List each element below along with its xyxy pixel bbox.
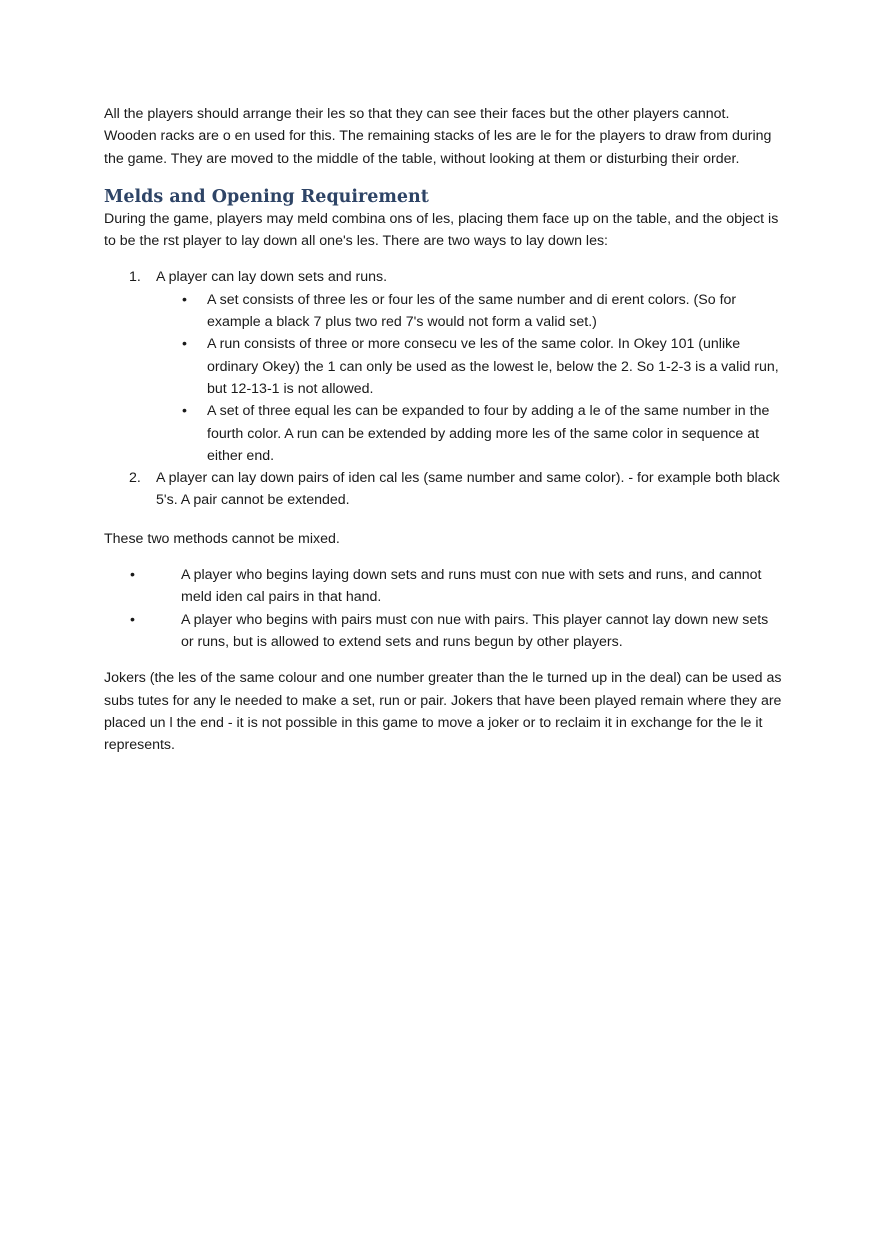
rule-text: A player who begins laying down sets and runs must con nue with sets and runs, and cannot meld iden cal pairs in that hand. xyxy=(181,567,762,606)
rule-text: A player who begins with pairs must con nue with pairs. This player cannot lay down new sets or runs, but is allowed to extend sets and runs begun by other players. xyxy=(181,611,769,650)
way-text: A player can lay down sets and runs. xyxy=(156,269,388,286)
way-1-bullets xyxy=(156,289,784,467)
rules-list xyxy=(104,564,784,653)
not-mixed-paragraph: These two methods cannot be mixed. xyxy=(104,530,340,547)
list-item xyxy=(104,564,784,609)
list-item xyxy=(156,289,784,334)
bullet-icon: • xyxy=(182,403,187,420)
way-item-2 xyxy=(104,467,784,512)
jokers-paragraph: Jokers (the les of the same colour and one number greater than the le turned up in the deal) can be used as subs tutes for any le needed to make a set, run or pair. Jokers that have been played remain where they are placed un l the end - it is not possible in this game to move a joker or to reclaim it in exchange for the le it represents. xyxy=(104,670,782,754)
melds-intro-paragraph: During the game, players may meld combina ons of les, placing them face up on the table, and the object is to be the rst player to lay down all one's les. There are two ways to lay down les: xyxy=(104,210,779,250)
bullet-text: A set consists of three les or four les of the same number and di erent colors. (So for example a black 7 plus two red 7's would not form a valid set.) xyxy=(207,291,737,331)
section-heading: Melds and Opening Requirement xyxy=(104,186,429,207)
way-item-1 xyxy=(104,266,784,467)
ways-list xyxy=(104,266,784,511)
way-number: 1. xyxy=(129,269,141,286)
bullet-icon: • xyxy=(182,336,187,353)
bullet-text: A set of three equal les can be expanded to four by adding a le of the same number in the fourth color. A run can be extended by adding more les of the same color in sequence at either end. xyxy=(207,403,770,464)
intro-paragraph: All the players should arrange their les so that they can see their faces but the other players cannot. Wooden racks are o en used for this. The remaining stacks of les are le for the players to draw from during the game. They are moved to the middle of the table, without looking at them or disturbing their order. xyxy=(104,106,772,167)
list-item xyxy=(156,400,784,467)
document-page xyxy=(104,103,784,756)
list-item xyxy=(156,333,784,400)
bullet-icon: • xyxy=(130,611,135,628)
list-item xyxy=(104,609,784,654)
bullet-icon: • xyxy=(130,567,135,584)
bullet-text: A run consists of three or more consecu ve les of the same color. In Okey 101 (unlike ordinary Okey) the 1 can only be used as the lowest le, below the 2. So 1-2-3 is a valid run, but 12-13-1 is not allowed. xyxy=(207,336,779,397)
bullet-icon: • xyxy=(182,291,187,308)
way-text: A player can lay down pairs of iden cal les (same number and same color). - for example both black 5's. A pair cannot be extended. xyxy=(156,470,780,509)
way-number: 2. xyxy=(129,470,141,487)
